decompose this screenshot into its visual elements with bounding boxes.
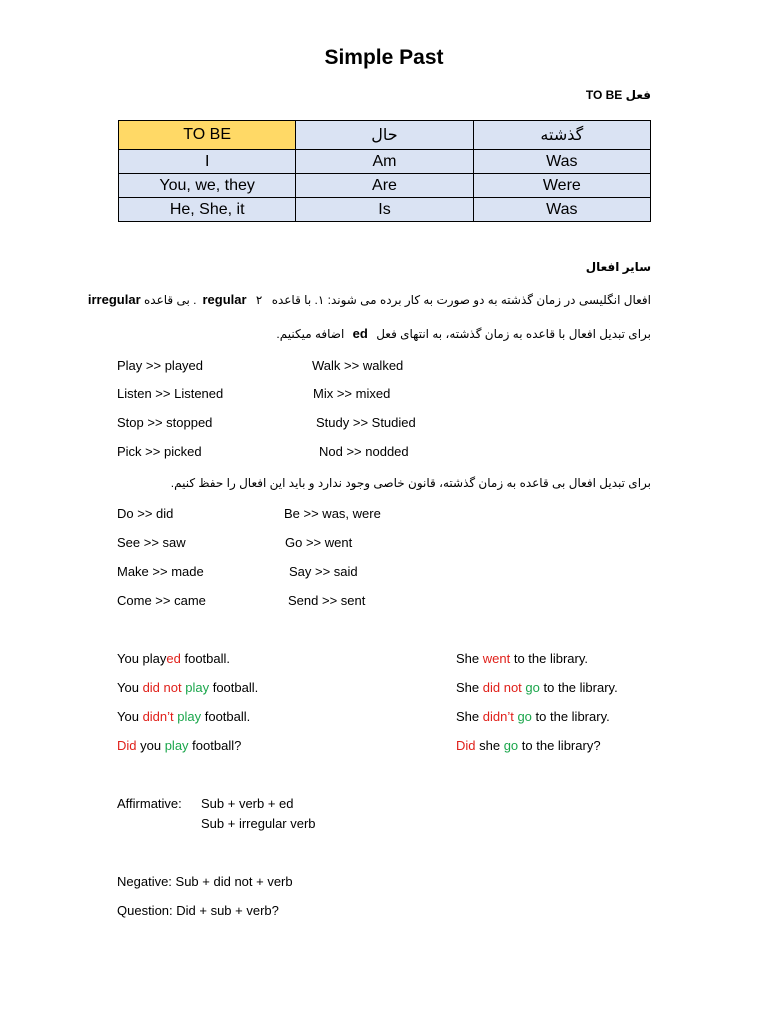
list-item: Play >> played — [117, 358, 204, 373]
list-item: Pick >> picked — [117, 444, 202, 459]
list-item: Send >> sent — [288, 593, 366, 608]
table-cell: I — [119, 150, 296, 174]
list-item: Stop >> stopped — [117, 415, 213, 430]
highlight-auxiliary: did not — [482, 680, 522, 695]
list-item: Study >> Studied — [316, 415, 416, 430]
example-sentence — [456, 680, 618, 695]
intro-part2: ۲. بی قاعده — [143, 293, 263, 307]
sentence-part: football. — [209, 680, 259, 695]
highlight-verb: play — [177, 709, 202, 724]
affirmative-formula: Sub + verb + ed — [201, 796, 294, 811]
intro-part1: افعال انگلیسی در زمان گذشته به دو صورت به کار برده می شوند: ۱. با قاعده — [271, 293, 651, 307]
table-header-cell: گذشته — [473, 121, 650, 150]
other-verbs-heading: سایر افعال — [585, 260, 651, 274]
highlight-auxiliary: did not — [142, 680, 182, 695]
example-sentence — [117, 680, 258, 695]
highlight-auxiliary: didn’t — [142, 709, 174, 724]
list-item: Come >> came — [117, 593, 206, 608]
highlight-verb: go — [517, 709, 532, 724]
table-row — [119, 198, 651, 222]
list-item: Say >> said — [289, 564, 358, 579]
table-cell: Is — [296, 198, 473, 222]
irregular-rule: برای تبدیل افعال بی قاعده به زمان گذشته، قانون خاصی وجود ندارد و باید این افعال را حفظ کنیم. — [170, 476, 651, 490]
intro-line — [87, 292, 651, 307]
list-item: Listen >> Listened — [117, 386, 224, 401]
list-item: Go >> went — [285, 535, 353, 550]
list-item: Walk >> walked — [312, 358, 404, 373]
highlight-verb: play — [185, 680, 210, 695]
list-item: Do >> did — [117, 506, 174, 521]
tobe-heading: فعل TO BE — [585, 88, 651, 102]
sentence-part: to the library. — [539, 680, 618, 695]
regular-rule — [118, 326, 651, 341]
question-formula: Question: Did + sub + verb? — [117, 903, 279, 918]
highlight-auxiliary: Did — [117, 738, 137, 753]
regular-term: regular — [202, 292, 247, 307]
table-cell: Am — [296, 150, 473, 174]
sentence-part: to the library. — [510, 651, 589, 666]
sentence-part: You — [117, 709, 143, 724]
sentence-part: to the library. — [531, 709, 610, 724]
table-row — [119, 174, 651, 198]
table-cell: Were — [473, 174, 650, 198]
highlight-suffix: ed — [166, 651, 181, 666]
sentence-part: to the library? — [518, 738, 601, 753]
sentence-part: you — [136, 738, 165, 753]
sentence-part: football. — [201, 709, 251, 724]
sentence-part: You — [117, 680, 143, 695]
sentence-part: football? — [188, 738, 242, 753]
table-cell: Was — [473, 150, 650, 174]
ed-suffix: ed — [352, 326, 368, 341]
example-sentence — [456, 709, 610, 724]
sentence-part: football. — [180, 651, 231, 666]
list-item: Make >> made — [117, 564, 204, 579]
to-be-table — [118, 120, 651, 222]
table-header-row — [119, 121, 651, 150]
highlight-auxiliary: didn’t — [482, 709, 514, 724]
affirmative-formula: Sub + irregular verb — [201, 816, 316, 831]
table-cell: Was — [473, 198, 650, 222]
table-cell: He, She, it — [119, 198, 296, 222]
highlight-auxiliary: Did — [456, 738, 476, 753]
sentence-part: She — [456, 651, 483, 666]
highlight-verb: go — [503, 738, 519, 753]
sentence-part: She — [456, 709, 483, 724]
regular-rule-part1: برای تبدیل افعال با قاعده به زمان گذشته، به انتهای فعل — [376, 327, 651, 341]
table-cell: Are — [296, 174, 473, 198]
example-sentence — [456, 738, 601, 753]
highlight-verb: play — [164, 738, 189, 753]
negative-formula: Negative: Sub + did not + verb — [117, 874, 293, 889]
list-item: Mix >> mixed — [313, 386, 391, 401]
list-item: See >> saw — [117, 535, 186, 550]
irregular-term: irregular — [87, 292, 141, 307]
list-item: Nod >> nodded — [319, 444, 409, 459]
table-header-cell: حال — [296, 121, 473, 150]
table-row — [119, 150, 651, 174]
list-item: Be >> was, were — [284, 506, 381, 521]
highlight-verb: went — [482, 651, 511, 666]
sentence-part: she — [475, 738, 504, 753]
affirmative-label: Affirmative: — [117, 796, 182, 811]
example-sentence — [117, 709, 250, 724]
regular-rule-part2: اضافه میکنیم. — [276, 327, 345, 341]
sentence-part: She — [456, 680, 483, 695]
highlight-verb: go — [525, 680, 540, 695]
example-sentence — [117, 651, 230, 666]
example-sentence — [117, 738, 241, 753]
sentence-part: You play — [117, 651, 167, 666]
table-header-cell: TO BE — [119, 121, 296, 150]
example-sentence — [456, 651, 588, 666]
page-title: Simple Past — [324, 46, 444, 69]
table-cell: You, we, they — [119, 174, 296, 198]
